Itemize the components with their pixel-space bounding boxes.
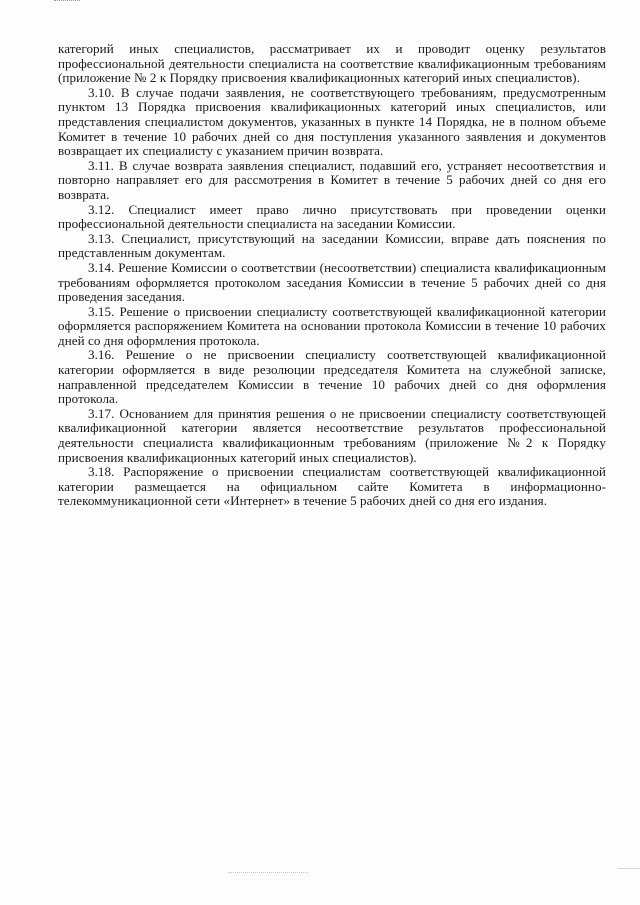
paragraph-3-16: 3.16. Решение о не присвоении специалисту соответствующей квалификационной категории оформляется в виде резолюции председателя Комитета на служебной записке, направленной председателем Комиссии в течение 10 рабочих дней со дня оформления протокола. xyxy=(58,347,606,407)
scan-noise xyxy=(228,872,308,875)
scan-edge-line xyxy=(618,868,640,869)
paragraph-3-15: 3.15. Решение о присвоении специалисту соответствующей квалификационной категории оформляется распоряжением Комитета на основании протокола Комиссии в течение 10 рабочих дней со дня оформления протокола. xyxy=(58,303,606,348)
scan-corner-mark xyxy=(54,0,80,4)
paragraph-3-12: 3.12. Специалист имеет право лично присутствовать при проведении оценки профессиональной деятельности специалиста на заседании Комиссии. xyxy=(58,201,606,232)
paragraph-3-11: 3.11. В случае возврата заявления специалист, подавший его, устраняет несоответствия и повторно направляет его для рассмотрения в Комитет в течение 5 рабочих дней со дня его возврата. xyxy=(58,157,606,202)
paragraph-3-17: 3.17. Основанием для принятия решения о не присвоении специалисту соответствующей квалификационной категории является несоответствие результатов профессиональной деятельности специалиста квалификационным требованиям (приложение №2 к Порядку присвоения квалификационных категорий иных специалистов). xyxy=(58,405,606,465)
paragraph-3-18: 3.18. Распоряжение о присвоении специалистам соответствующей квалификационной категории размещается на официальном сайте Комитета в информационно-телекоммуникационной сети «Интернет» в течение 5 рабочих дней со дня его издания. xyxy=(58,464,606,509)
paragraph-3-13: 3.13. Специалист, присутствующий на заседании Комиссии, вправе дать пояснения по представленным документам. xyxy=(58,230,606,261)
paragraph-3-14: 3.14. Решение Комиссии о соответствии (несоответствии) специалиста квалификационным требованиям оформляется протоколом заседания Комиссии в течение 5 рабочих дней со дня проведения заседания. xyxy=(58,259,606,305)
paragraph-continuation: категорий иных специалистов, рассматривает их и проводит оценку результатов профессиональной деятельности специалиста на соответствие квалификационным требованиям (приложение № 2 к Порядку присвоения квалификационных категорий иных специалистов). xyxy=(58,41,606,86)
paragraph-3-10: 3.10. В случае подачи заявления, не соответствующего требованиям, предусмотренным пунктом 13 Порядка присвоения квалификационных категорий иных специалистов, или представления специалистом документов, указанных в пункте 14 Порядка, не в полном объеме Комитет в течение 10 рабочих дней со дня поступления указанного заявления и документов возвращает их специалисту с указанием причин возврата. xyxy=(58,84,606,159)
document-body xyxy=(58,42,606,509)
